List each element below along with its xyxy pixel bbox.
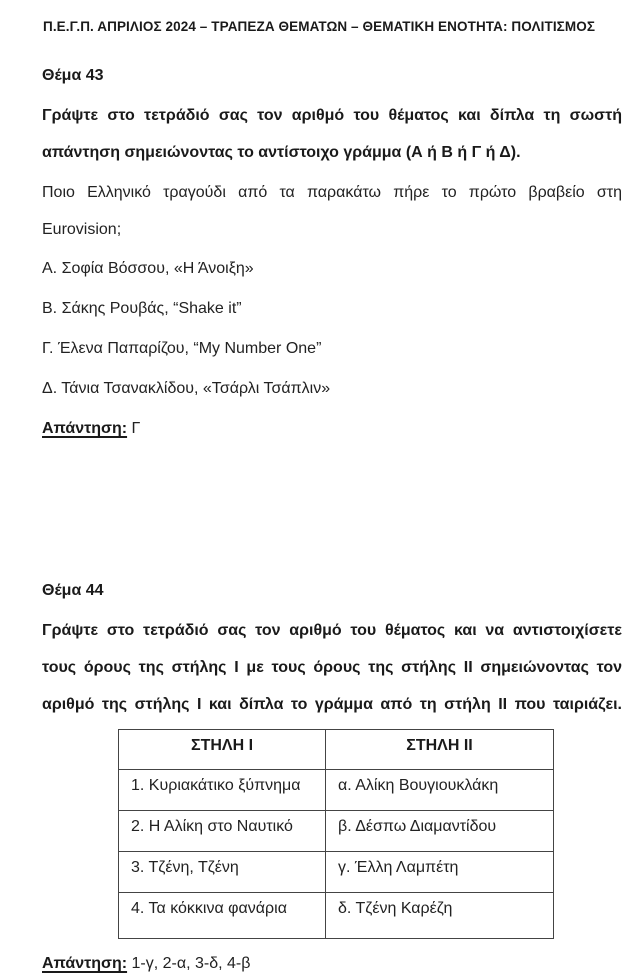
theme-43-instruction-line-2: απάντηση σημειώνοντας το αντίστοιχο γράμμα (Α ή Β ή Γ ή Δ).	[42, 144, 521, 161]
document-body	[42, 57, 622, 979]
table-cell-3-2: γ. Έλλη Λαμπέτη	[326, 852, 554, 893]
theme-44-section	[42, 572, 622, 979]
theme-43-option-a: Α. Σοφία Βόσσου, «Η Άνοιξη»	[42, 260, 254, 277]
table-header-row	[119, 730, 554, 770]
document-header-title: Π.Ε.Γ.Π. ΑΠΡΙΛΙΟΣ 2024 – ΤΡΑΠΕΖΑ ΘΕΜΑΤΩΝ – ΘΕΜΑΤΙΚΗ ΕΝΟΤΗΤΑ: ΠΟΛΙΤΙΣΜΟΣ	[42, 19, 596, 34]
theme-43-options	[42, 250, 622, 407]
table-cell-3-1: 3. Τζένη, Τζένη	[119, 852, 326, 893]
theme-43-instruction-line-1: Γράψτε στο τετράδιό σας τον αριθμό του θέματος και δίπλα τη σωστή	[42, 107, 622, 124]
theme-44-answer-value: 1-γ, 2-α, 3-δ, 4-β	[131, 955, 251, 972]
theme-43-question-line-2: Eurovision;	[42, 221, 122, 238]
table-row	[119, 770, 554, 811]
table-row	[119, 852, 554, 893]
theme-43-option-c: Γ. Έλενα Παπαρίζου, “My Number One”	[42, 340, 322, 357]
theme-43-answer-label: Απάντηση:	[42, 420, 128, 437]
theme-44-instruction-line-3: αριθμό της στήλης Ι και δίπλα το γράμμα από τη στήλη ΙΙ που ταιριάζει.	[42, 696, 622, 713]
theme-43-option-b: Β. Σάκης Ρουβάς, “Shake it”	[42, 300, 242, 317]
theme-43-title: Θέμα 43	[42, 67, 104, 84]
table-cell-1-2: α. Αλίκη Βουγιουκλάκη	[326, 770, 554, 811]
theme-44-instruction	[42, 612, 622, 723]
matching-table	[118, 729, 554, 939]
table-header-column-2: ΣΤΗΛΗ ΙΙ	[326, 730, 554, 770]
table-cell-4-2: δ. Τζένη Καρέζη	[326, 893, 554, 939]
table-row	[119, 811, 554, 852]
theme-43-question	[42, 174, 622, 248]
theme-43-option-d: Δ. Τάνια Τσανακλίδου, «Τσάρλι Τσάπλιν»	[42, 380, 331, 397]
theme-43-answer	[42, 410, 622, 447]
theme-43-section	[42, 57, 622, 447]
table-header-column-1: ΣΤΗΛΗ Ι	[119, 730, 326, 770]
table-row	[119, 893, 554, 939]
theme-44-answer-label: Απάντηση:	[42, 955, 128, 972]
theme-43-instruction	[42, 97, 622, 171]
table-cell-1-1: 1. Κυριακάτικο ξύπνημα	[119, 770, 326, 811]
table-cell-2-1: 2. Η Αλίκη στο Ναυτικό	[119, 811, 326, 852]
theme-44-instruction-line-1: Γράψτε στο τετράδιό σας τον αριθμό του θέματος και να αντιστοιχίσετε	[42, 622, 622, 639]
table-cell-2-2: β. Δέσπω Διαμαντίδου	[326, 811, 554, 852]
theme-44-title: Θέμα 44	[42, 582, 104, 599]
theme-43-question-line-1: Ποιο Ελληνικό τραγούδι από τα παρακάτω πήρε το πρώτο βραβείο στη	[42, 184, 622, 201]
theme-44-answer	[42, 945, 622, 979]
theme-44-instruction-line-2: τους όρους της στήλης Ι με τους όρους της στήλης ΙΙ σημειώνοντας τον	[42, 659, 622, 676]
theme-43-answer-value: Γ	[131, 420, 141, 437]
table-cell-4-1: 4. Τα κόκκινα φανάρια	[119, 893, 326, 939]
